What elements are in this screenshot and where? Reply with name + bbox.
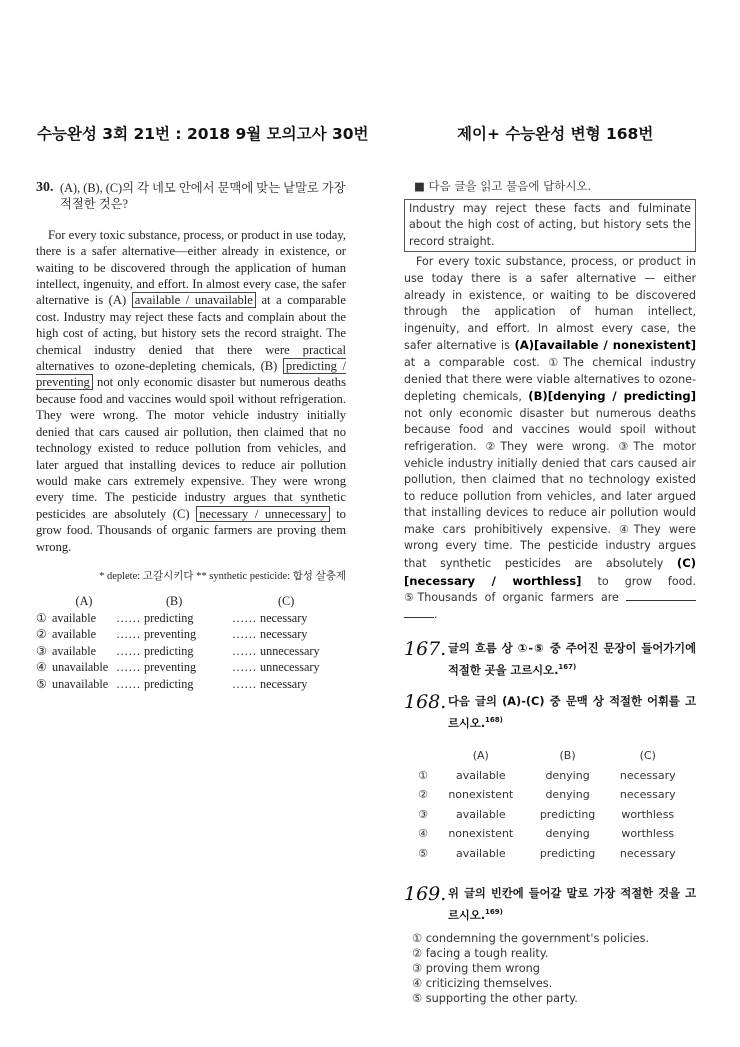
dots: …… <box>232 676 257 691</box>
option-a: available <box>455 768 506 782</box>
option-c: necessary <box>260 627 308 642</box>
given-sentence-box: Industry may reject these facts and fulminate about the high cost of acting, but history sets the record straight. <box>404 199 696 253</box>
option-a: available <box>455 807 506 821</box>
left-header: 수능완성 3회 21번 : 2018 9월 모의고사 30번 <box>37 125 369 143</box>
option-a: nonexistent <box>448 788 514 802</box>
right-passage-part-2: at a comparable cost. ①The chemical industry denied that there were viable alternatives to ozone-depleting chemicals, <box>404 355 696 404</box>
option-number: ① <box>418 768 428 782</box>
col-c-header: (C) <box>278 594 295 609</box>
table-header <box>412 747 688 767</box>
col-b-header: (B) <box>559 749 576 763</box>
passage <box>36 227 346 555</box>
option-b: predicting <box>539 807 596 821</box>
option-number: ⑤ <box>418 846 428 860</box>
option-b: predicting <box>144 643 194 658</box>
option-a: unavailable <box>52 660 109 675</box>
option-row[interactable] <box>36 643 320 660</box>
question-169-text: 위 글의 빈칸에 들어갈 말로 가장 적절한 것을 고르시오. <box>448 886 696 922</box>
question-168-number: 168. <box>404 691 447 714</box>
question-167-number: 167. <box>404 638 447 661</box>
bracket-a: (A)[available / nonexistent] <box>514 338 696 353</box>
option-c: necessary <box>619 846 676 860</box>
option-number: ④ <box>36 660 47 675</box>
options-header <box>36 593 320 610</box>
dots: …… <box>116 660 141 675</box>
options-table <box>36 593 320 692</box>
choice-item[interactable]: ⑤ supporting the other party. <box>412 991 578 1005</box>
right-passage-part-5: . <box>434 607 438 621</box>
option-number: ③ <box>36 643 47 658</box>
instruction: ■ 다음 글을 읽고 물음에 답하시오. <box>414 179 592 193</box>
option-number: ⑤ <box>36 676 47 691</box>
col-c-header: (C) <box>639 749 656 763</box>
right-passage-part-4: to grow food. ⑤Thousands of organic farmers are <box>404 574 696 605</box>
question-167 <box>404 639 696 680</box>
question-169 <box>404 884 696 925</box>
question-168-table <box>412 747 688 864</box>
passage-part-3: not only economic disaster but numerous deaths because food and vaccines would spoil without refrigeration. They were wrong. The motor vehicle industry initially denied that cars caused air pollution, then claimed that no technology existed to reduce pollution from vehicles, and later argued that installing devices to reduce air pollution would make cars extremely expensive. They were wrong every time. The pesticide industry argues that synthetic pesticides are absolutely (C) <box>36 375 346 521</box>
question-169-number: 169. <box>404 882 447 905</box>
option-c: necessary <box>619 768 676 782</box>
box-c: necessary / unnecessary <box>196 506 329 522</box>
choice-item[interactable]: ② facing a tough reality. <box>412 946 549 960</box>
dots: …… <box>116 643 141 658</box>
right-passage <box>404 254 696 623</box>
right-header: 제이+ 수능완성 변형 168번 <box>457 125 654 143</box>
option-c: worthless <box>621 807 675 821</box>
dots: …… <box>232 643 257 658</box>
option-c: unnecessary <box>260 660 320 675</box>
question-168-footnote: 168) <box>485 716 503 725</box>
option-a: unavailable <box>52 676 109 691</box>
option-b: preventing <box>144 627 197 642</box>
left-question <box>36 180 346 692</box>
option-number: ② <box>36 627 47 642</box>
footnotes: * deplete: 고갈시키다 ** synthetic pesticide: 합성 살충제 <box>99 570 346 582</box>
question-168 <box>404 692 696 733</box>
option-a: nonexistent <box>448 827 514 841</box>
option-row[interactable] <box>36 676 320 693</box>
right-passage-part-3: not only economic disaster but numerous deaths because food and vaccines would spoil without refrigeration. ②They were wrong. ③The motor vehicle industry initially denied that cars caused air pollution, then claimed that no technology existed to reduce pollution from vehicles, and later argued that installing devices to reduce air pollution would make cars prohibitively expensive. ④They were wrong every time. The pesticide industry argues that synthetic pesticides are absolutely <box>404 406 696 571</box>
passage-part-2: at a comparable cost. Industry may reject these facts and complain about the high cost of acting, but history sets the record straight. The chemical industry denied that there were practical alternatives to ozone-depleting chemicals, (B) <box>36 293 347 374</box>
bracket-b: (B)[denying / predicting] <box>528 389 696 404</box>
option-number: ③ <box>418 807 428 821</box>
dots: …… <box>232 660 257 675</box>
question-number: 30. <box>36 180 54 195</box>
option-b: preventing <box>144 660 197 675</box>
option-c: necessary <box>260 676 308 691</box>
dots: …… <box>232 627 257 642</box>
question-167-footnote: 167) <box>558 663 577 672</box>
option-row[interactable] <box>36 610 320 627</box>
table-row[interactable] <box>412 844 688 864</box>
dots: …… <box>116 627 141 642</box>
option-b: denying <box>545 768 590 782</box>
option-row[interactable] <box>36 659 320 676</box>
option-a: available <box>52 643 96 658</box>
option-b: predicting <box>539 846 596 860</box>
col-b-header: (B) <box>166 594 183 609</box>
box-b: predicting / preventing <box>36 359 346 390</box>
dots: …… <box>232 610 257 625</box>
option-b: denying <box>545 827 590 841</box>
choice-item[interactable]: ③ proving them wrong <box>412 961 540 975</box>
option-number: ② <box>418 788 428 802</box>
answer-blank-continued[interactable] <box>404 608 434 618</box>
option-b: predicting <box>144 610 194 625</box>
passage-part-1: For every toxic substance, process, or product in use today, there is a safer alternative—either already in existence, or waiting to be discovered through the application of human intellect, ingenuity, and effort. In almost every case, the safer alternative is (A) <box>36 227 346 308</box>
answer-blank[interactable] <box>626 591 696 601</box>
option-a: available <box>52 610 96 625</box>
question-stem <box>36 180 346 213</box>
option-c: unnecessary <box>260 643 320 658</box>
right-passage-part-1: For every toxic substance, process, or product in use today there is a safer alternative — either already in existence, or waiting to be discovered through the application of human intellect, ingenuity, and effort. In almost every case, the safer alternative is <box>404 255 696 353</box>
table-row[interactable] <box>412 766 688 786</box>
choice-item[interactable]: ① condemning the government's policies. <box>412 931 650 945</box>
question-169-choices <box>404 931 696 1006</box>
table-row[interactable] <box>412 786 688 806</box>
question-text: (A), (B), (C)의 각 네모 안에서 문맥에 맞는 낱말로 가장 적절한 것은? <box>60 181 346 212</box>
option-a: available <box>455 846 506 860</box>
table-row[interactable] <box>412 825 688 845</box>
box-a: available / unavailable <box>132 292 256 308</box>
option-number: ① <box>36 610 47 625</box>
question-168-text: 다음 글의 (A)-(C) 중 문맥 상 적절한 어휘를 고르시오. <box>448 695 696 730</box>
dots: …… <box>116 676 141 691</box>
table-row[interactable] <box>412 805 688 825</box>
question-169-footnote: 169) <box>485 907 503 916</box>
option-c: necessary <box>260 610 308 625</box>
question-167-text: 글의 흐름 상 ①-⑤ 중 주어진 문장이 들어가기에 적절한 곳을 고르시오. <box>448 642 696 678</box>
choice-item[interactable]: ④ criticizing themselves. <box>412 976 553 990</box>
passage-part-4: to grow food. Thousands of organic farmers are proving them wrong. <box>36 506 346 554</box>
bracket-c: (C)[necessary / worthless] <box>404 556 696 588</box>
col-a-header: (A) <box>75 594 93 609</box>
right-column <box>404 178 696 1006</box>
dots: …… <box>116 610 141 625</box>
option-a: available <box>52 627 96 642</box>
option-c: necessary <box>619 788 676 802</box>
option-b: predicting <box>144 676 194 691</box>
option-b: denying <box>545 788 590 802</box>
option-c: worthless <box>621 827 675 841</box>
option-row[interactable] <box>36 626 320 643</box>
option-number: ④ <box>418 827 428 841</box>
col-a-header: (A) <box>472 749 489 763</box>
